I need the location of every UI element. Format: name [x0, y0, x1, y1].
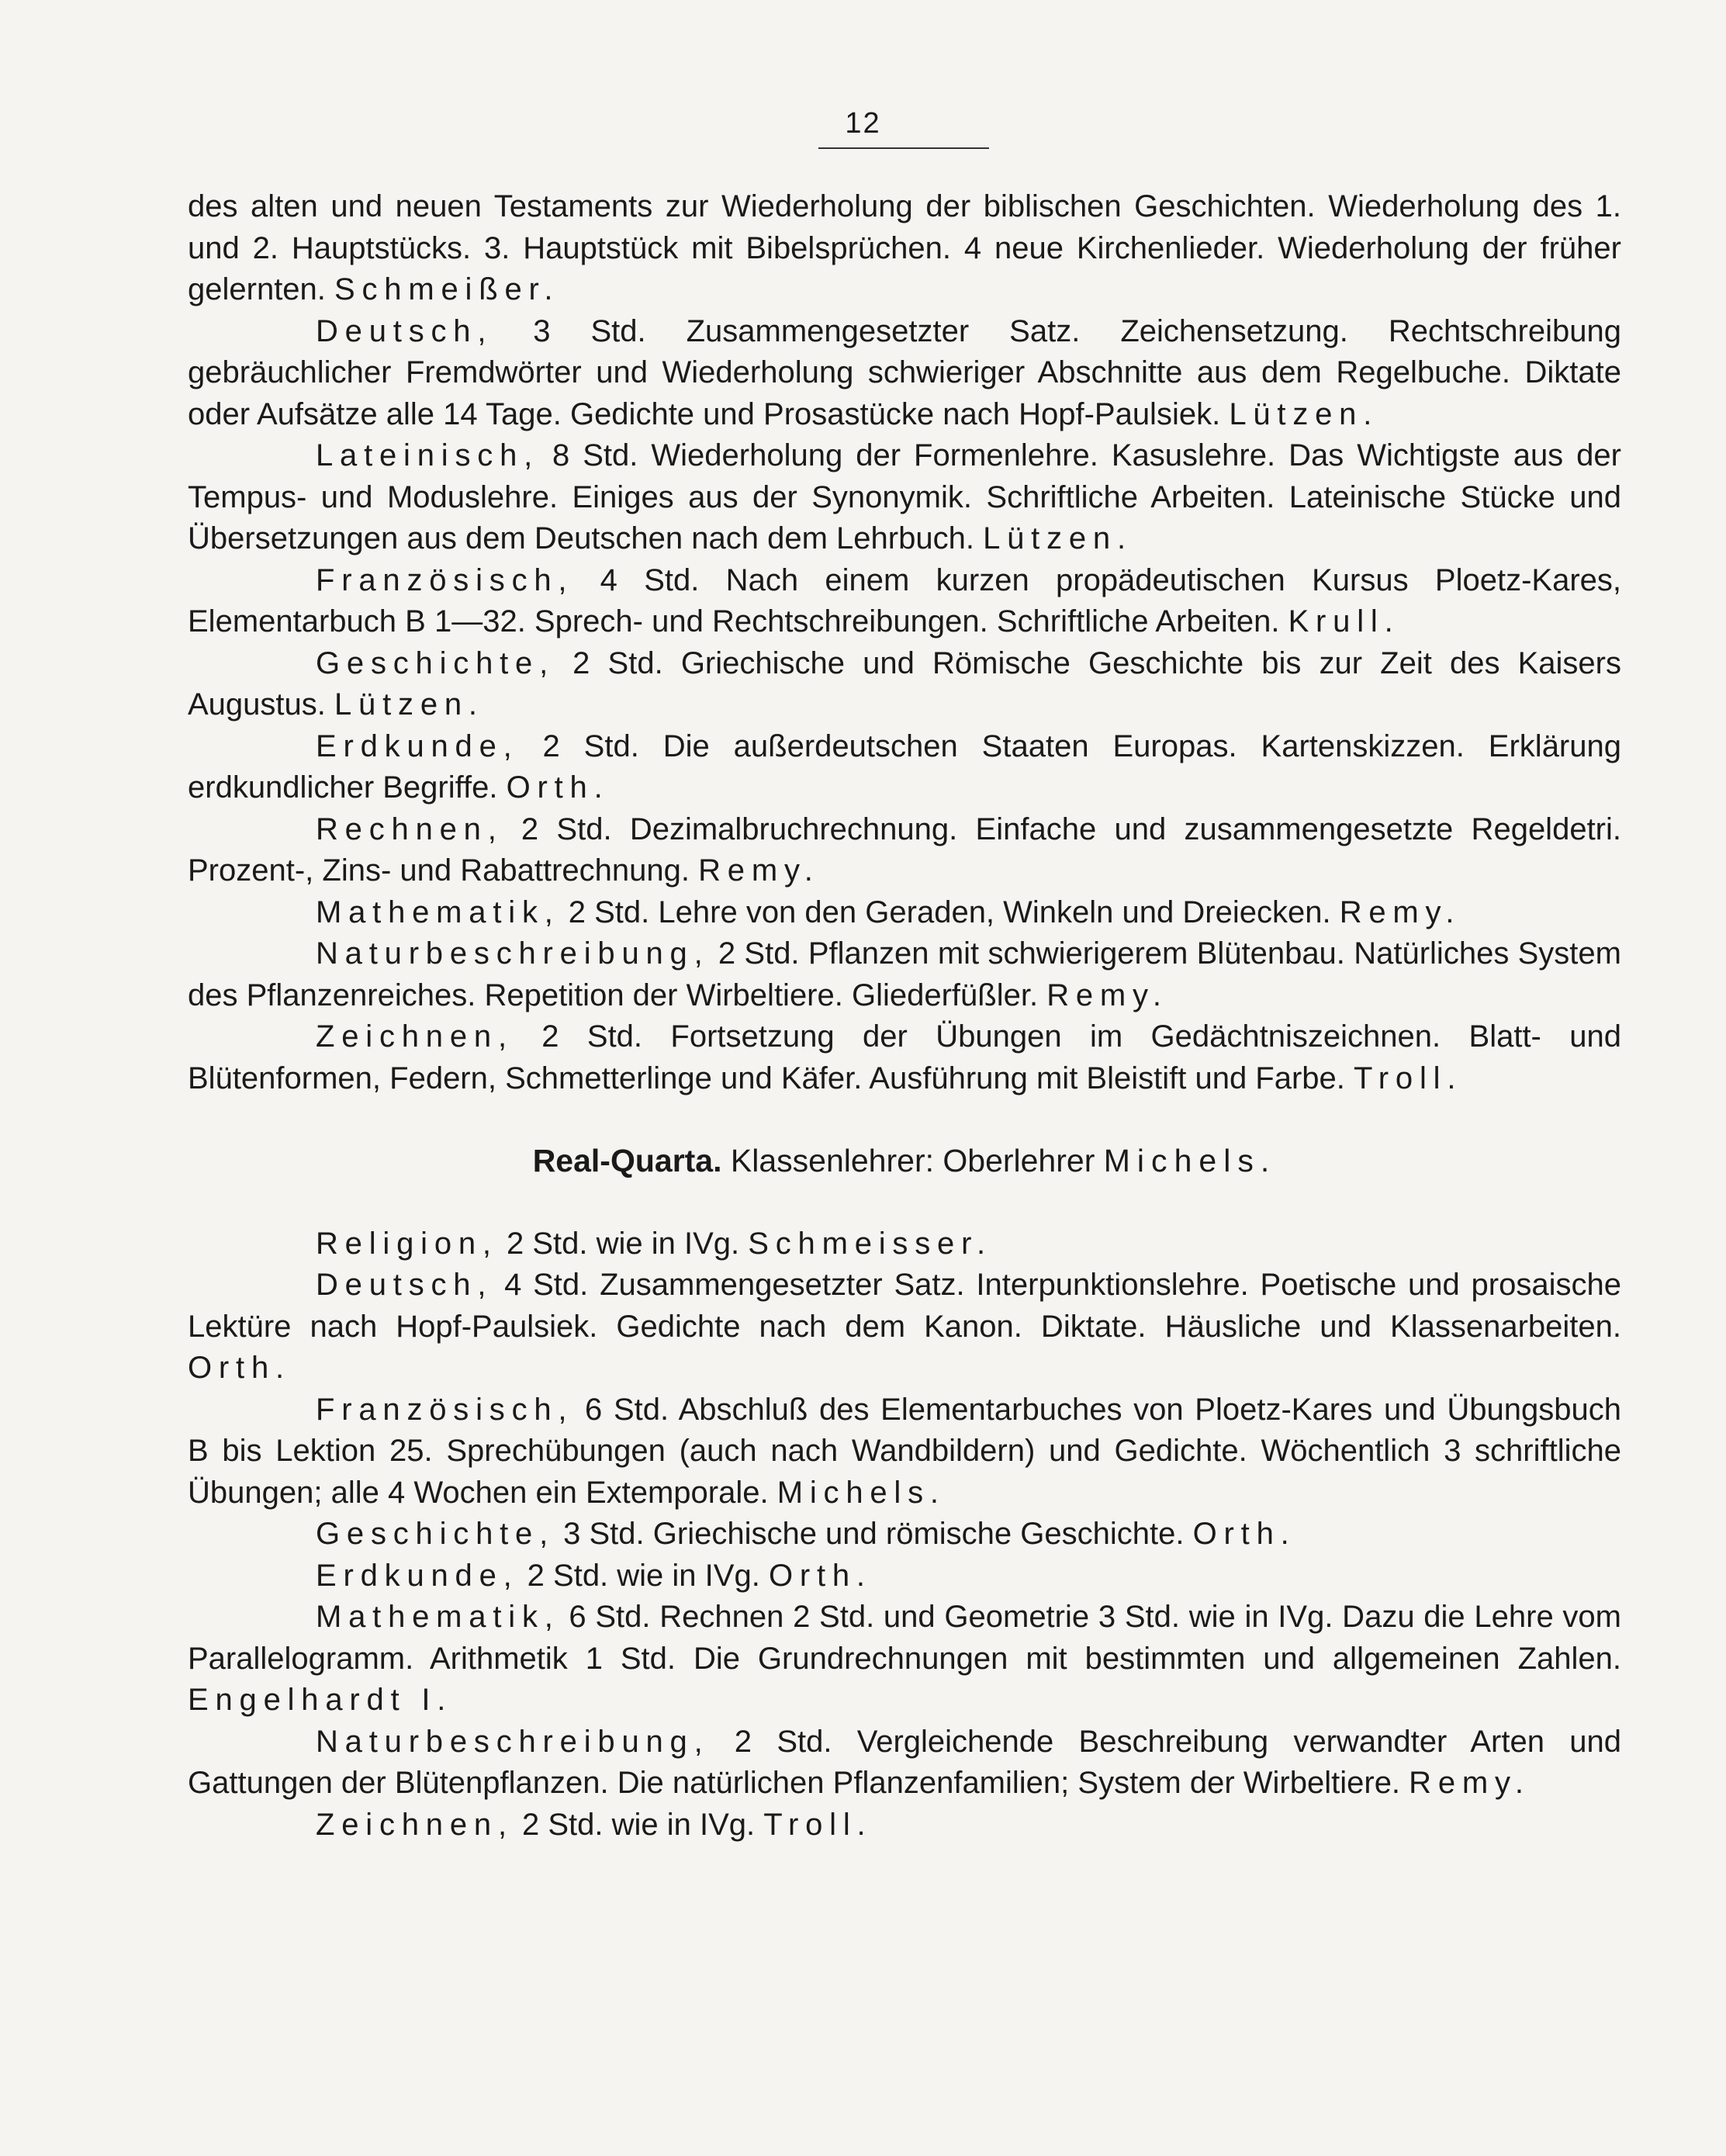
spaced-keyword: Troll.	[763, 1807, 873, 1842]
paragraph	[188, 1597, 1621, 1722]
paragraph-text: 2 Std. Griechische und Römische Geschichte bis zur Zeit des Kaisers Augustus.	[188, 645, 1621, 722]
paragraph	[188, 560, 1621, 643]
paragraph-text: 2 Std. wie in IVg.	[497, 1226, 749, 1261]
spaced-keyword: Remy.	[1339, 895, 1461, 929]
page-number-rule	[818, 147, 989, 149]
section-real-quarta	[188, 1223, 1621, 1846]
paragraph-text: 2 Std. Pflanzen mit schwierigerem Blütenbau. Natürliches System des Pflanzenreiches. Repetition der Wirbeltiere. Gliederfüßler.	[188, 936, 1621, 1012]
paragraph-text: 2 Std. wie in IVg.	[513, 1807, 764, 1842]
paragraph-text: 2 Std. Die außerdeutschen Staaten Europas. Kartenskizzen. Erklärung erdkundlicher Begriffe.	[188, 728, 1621, 805]
paragraph-text: 2 Std. Fortsetzung der Übungen im Gedächtniszeichnen. Blatt- und Blütenformen, Federn, Schmetterlinge und Käfer. Ausführung mit Bleistift und Farbe.	[188, 1019, 1621, 1095]
paragraph	[188, 892, 1621, 934]
body-text	[188, 186, 1621, 1846]
section-heading	[188, 1140, 1621, 1182]
spaced-keyword: Remy.	[1046, 978, 1168, 1012]
paragraph-text: 6 Std. Abschluß des Elementarbuches von Ploetz-Kares und Übungsbuch B bis Lektion 25. Sprechübungen (auch nach Wandbildern) und Gedichte. Wöchentlich 3 schriftliche Übungen; alle 4 Wochen ein Extemporale.	[188, 1392, 1621, 1510]
section-real-untertertia-continued	[188, 186, 1621, 1099]
paragraph	[188, 1389, 1621, 1514]
spaced-keyword: Französisch,	[316, 1392, 574, 1427]
spaced-keyword: Orth.	[188, 1351, 291, 1385]
spaced-keyword: Orth.	[1192, 1517, 1296, 1551]
paragraph-text: 4 Std. Nach einem kurzen propädeutischen Kursus Ploetz-Kares, Elementarbuch B 1—32. Sprech- und Rechtschreibungen. Schriftliche Arbeiten.	[188, 562, 1621, 638]
paragraph	[188, 1223, 1621, 1265]
spaced-keyword: Mathematik,	[316, 1600, 560, 1634]
spaced-keyword: Orth.	[506, 770, 610, 805]
paragraph-text: 2 Std. Dezimalbruchrechnung. Einfache und zusammengesetzte Regeldetri. Prozent-, Zins- und Rabattrechnung.	[188, 812, 1621, 888]
paragraph-text: 3 Std. Zusammengesetzter Satz. Zeichensetzung. Rechtschreibung gebräuchlicher Fremdwörter und Wiederholung schwieriger Abschnitte aus dem Regelbuche. Diktate oder Aufsätze alle 14 Tage. Gedichte und Prosastücke nach Hopf-Paulsiek.	[188, 313, 1621, 431]
paragraph	[188, 643, 1621, 726]
paragraph-text: 4 Std. Zusammengesetzter Satz. Interpunktionslehre. Poetische und prosaische Lektüre nach Hopf-Paulsiek. Gedichte nach dem Kanon. Diktate. Häusliche und Klassenarbeiten.	[188, 1268, 1621, 1344]
spaced-keyword: Naturbeschreibung,	[316, 1724, 710, 1759]
paragraph	[188, 1265, 1621, 1389]
spaced-keyword: Geschichte,	[316, 645, 555, 680]
paragraph	[188, 933, 1621, 1016]
paragraph-text: 8 Std. Wiederholung der Formenlehre. Kasuslehre. Das Wichtigste aus der Tempus- und Moduslehre. Einiges aus der Synonymik. Schriftliche Arbeiten. Lateinische Stücke und Übersetzungen aus dem Deutschen nach dem Lehrbuch.	[188, 438, 1621, 555]
paragraph-text: 2 Std. Vergleichende Beschreibung verwandter Arten und Gattungen der Blütenpflanzen. Die natürlichen Pflanzenfamilien; System der Wirbeltiere.	[188, 1724, 1621, 1800]
paragraph-text: 3 Std. Griechische und römische Geschichte.	[555, 1517, 1193, 1551]
spaced-keyword: Zeichnen,	[316, 1019, 514, 1054]
spaced-keyword: Lützen.	[1229, 396, 1379, 431]
paragraph-text: des alten und neuen Testaments zur Wiederholung der biblischen Geschichten. Wiederholung des 1. und 2. Hauptstücks. 3. Hauptstück mit Bibelsprüchen. 4 neue Kirchenlieder. Wiederholung der früher gelernten.	[188, 189, 1621, 306]
heading-title: Real-Quarta.	[532, 1143, 722, 1178]
paragraph-text: 6 Std. Rechnen 2 Std. und Geometrie 3 Std. wie in IVg. Dazu die Lehre vom Parallelogramm. Arithmetik 1 Std. Die Grundrechnungen mit bestimmten und allgemeinen Zahlen.	[188, 1600, 1621, 1676]
spaced-keyword: Erdkunde,	[316, 728, 519, 763]
spaced-keyword: Lützen.	[983, 521, 1133, 555]
paragraph	[188, 186, 1621, 311]
spaced-keyword: Zeichnen,	[316, 1807, 514, 1842]
spaced-keyword: Remy.	[1409, 1766, 1531, 1800]
paragraph	[188, 1722, 1621, 1805]
paragraph-text: 2 Std. wie in IVg.	[518, 1558, 769, 1593]
paragraph	[188, 809, 1621, 892]
spaced-keyword: Rechnen,	[316, 812, 503, 846]
spaced-keyword: Lützen.	[334, 687, 484, 722]
spaced-keyword: Engelhardt I.	[188, 1683, 453, 1717]
heading-teacher-name: Michels.	[1103, 1143, 1277, 1178]
paragraph-text: 2 Std. Lehre von den Geraden, Winkeln und Dreiecken.	[559, 895, 1340, 929]
spaced-keyword: Schmeisser.	[748, 1226, 992, 1261]
spaced-keyword: Michels.	[777, 1475, 946, 1510]
spaced-keyword: Troll.	[1354, 1061, 1463, 1095]
spaced-keyword: Schmeißer.	[334, 272, 560, 306]
paragraph	[188, 1556, 1621, 1597]
spaced-keyword: Naturbeschreibung,	[316, 936, 710, 971]
spaced-keyword: Deutsch,	[316, 313, 493, 348]
paragraph	[188, 311, 1621, 436]
spaced-keyword: Krull.	[1288, 604, 1400, 638]
spaced-keyword: Deutsch,	[316, 1268, 493, 1302]
spaced-keyword: Religion,	[316, 1226, 498, 1261]
spaced-keyword: Remy.	[698, 853, 820, 888]
paragraph	[188, 435, 1621, 560]
heading-prefix: Klassenlehrer: Oberlehrer	[721, 1143, 1104, 1178]
paragraph	[188, 726, 1621, 809]
spaced-keyword: Erdkunde,	[316, 1558, 519, 1593]
paragraph	[188, 1805, 1621, 1846]
spaced-keyword: Französisch,	[316, 562, 574, 597]
spaced-keyword: Lateinisch,	[316, 438, 540, 472]
page-number: 12	[845, 107, 881, 140]
spaced-keyword: Mathematik,	[316, 895, 560, 929]
spaced-keyword: Orth.	[768, 1558, 872, 1593]
spaced-keyword: Geschichte,	[316, 1517, 555, 1551]
paragraph	[188, 1514, 1621, 1556]
paragraph	[188, 1016, 1621, 1099]
